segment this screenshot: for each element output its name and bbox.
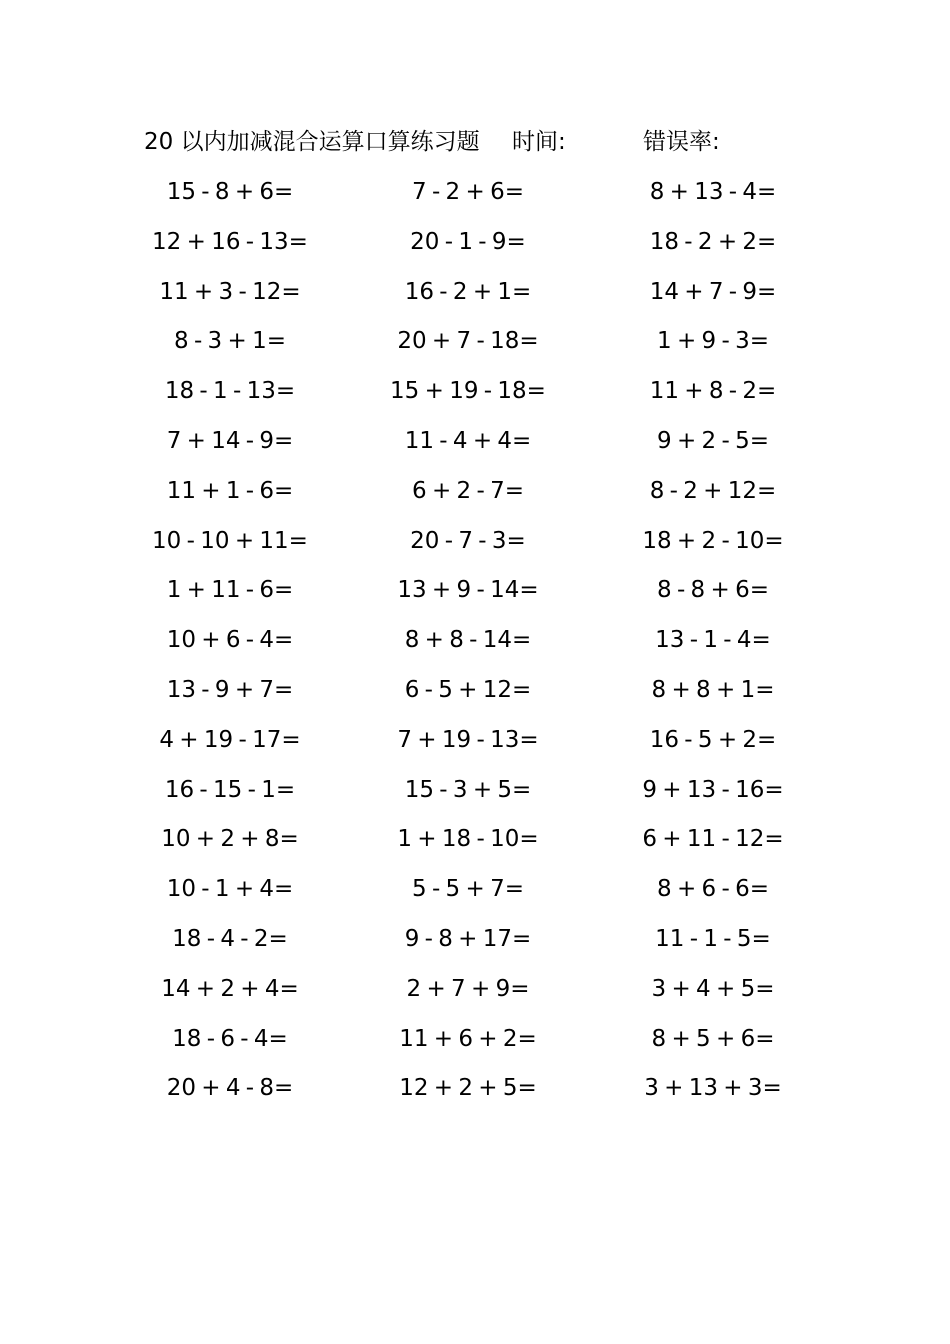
problem-item: 8 - 3 + 1= [174, 328, 286, 355]
problem-item: 15 + 19 - 18= [390, 378, 546, 405]
worksheet-header [0, 124, 950, 160]
problem-item: 18 - 6 - 4= [172, 1025, 288, 1052]
problem-item: 16 - 2 + 1= [404, 278, 532, 305]
problem-row [0, 321, 950, 371]
problem-item: 6 + 11 - 12= [642, 826, 784, 853]
problem-item: 6 - 5 + 12= [404, 676, 532, 703]
problem-row [0, 620, 950, 670]
problem-item: 8 + 5 + 6= [651, 1025, 775, 1052]
problem-row [0, 421, 950, 471]
problem-row [0, 371, 950, 421]
problem-item: 10 - 10 + 11= [152, 527, 308, 554]
time-label: 时间: [512, 129, 566, 155]
problem-row [0, 570, 950, 620]
problem-item: 15 - 3 + 5= [404, 776, 532, 803]
problem-item: 14 + 7 - 9= [649, 278, 777, 305]
problem-item: 11 + 8 - 2= [649, 378, 777, 405]
problem-item: 8 - 2 + 12= [649, 477, 777, 504]
problem-item: 7 + 19 - 13= [397, 726, 539, 753]
problem-item: 1 + 9 - 3= [657, 328, 769, 355]
problem-item: 1 + 18 - 10= [397, 826, 539, 853]
problem-item: 20 + 7 - 18= [397, 328, 539, 355]
problem-row [0, 471, 950, 521]
problem-item: 20 - 1 - 9= [410, 228, 526, 255]
problem-item: 7 + 14 - 9= [166, 427, 294, 454]
problem-item: 13 - 9 + 7= [166, 676, 294, 703]
problem-item: 11 + 6 + 2= [399, 1025, 537, 1052]
problem-row [0, 222, 950, 272]
problem-grid [0, 172, 950, 1118]
worksheet-title: 20 以内加减混合运算口算练习题 [144, 129, 480, 155]
problem-item: 4 + 19 - 17= [159, 726, 301, 753]
problem-row [0, 869, 950, 919]
problem-item: 8 - 8 + 6= [657, 577, 769, 604]
problem-item: 13 + 9 - 14= [397, 577, 539, 604]
problem-item: 8 + 13 - 4= [649, 179, 777, 205]
problem-item: 9 + 13 - 16= [642, 776, 784, 803]
problem-item: 11 + 3 - 12= [159, 278, 301, 305]
problem-item: 9 - 8 + 17= [404, 925, 532, 952]
problem-item: 18 - 1 - 13= [164, 378, 296, 405]
problem-row [0, 521, 950, 571]
problem-item: 16 - 5 + 2= [649, 726, 777, 753]
problem-row [0, 720, 950, 770]
problem-row [0, 969, 950, 1019]
problem-row [0, 172, 950, 222]
problem-item: 12 + 2 + 5= [399, 1075, 537, 1102]
problem-item: 20 - 7 - 3= [410, 527, 526, 554]
error-rate-label: 错误率: [643, 129, 720, 155]
problem-item: 1 + 11 - 6= [166, 577, 294, 604]
problem-item: 3 + 13 + 3= [644, 1075, 782, 1102]
problem-item: 18 - 4 - 2= [172, 925, 288, 952]
problem-item: 11 - 1 - 5= [655, 925, 771, 952]
problem-item: 20 + 4 - 8= [166, 1075, 294, 1102]
problem-item: 15 - 8 + 6= [166, 179, 294, 205]
problem-item: 10 + 6 - 4= [166, 627, 294, 654]
problem-item: 10 + 2 + 8= [161, 826, 299, 853]
problem-item: 8 + 6 - 6= [657, 876, 769, 903]
problem-item: 18 - 2 + 2= [649, 228, 777, 255]
problem-item: 3 + 4 + 5= [651, 975, 775, 1002]
problem-row [0, 1019, 950, 1069]
problem-row [0, 770, 950, 820]
problem-item: 14 + 2 + 4= [161, 975, 299, 1002]
problem-item: 8 + 8 + 1= [651, 676, 775, 703]
problem-item: 12 + 16 - 13= [152, 228, 308, 255]
problem-item: 7 - 2 + 6= [412, 179, 524, 205]
problem-row [0, 1068, 950, 1118]
problem-row [0, 272, 950, 322]
problem-item: 5 - 5 + 7= [412, 876, 524, 903]
problem-item: 11 - 4 + 4= [404, 427, 532, 454]
problem-item: 11 + 1 - 6= [166, 477, 294, 504]
problem-row [0, 670, 950, 720]
problem-item: 8 + 8 - 14= [404, 627, 532, 654]
problem-row [0, 919, 950, 969]
problem-row [0, 819, 950, 869]
problem-item: 18 + 2 - 10= [642, 527, 784, 554]
problem-item: 13 - 1 - 4= [655, 627, 771, 654]
problem-item: 6 + 2 - 7= [412, 477, 524, 504]
problem-item: 9 + 2 - 5= [657, 427, 769, 454]
problem-item: 2 + 7 + 9= [406, 975, 530, 1002]
problem-item: 10 - 1 + 4= [166, 876, 294, 903]
problem-item: 16 - 15 - 1= [164, 776, 296, 803]
